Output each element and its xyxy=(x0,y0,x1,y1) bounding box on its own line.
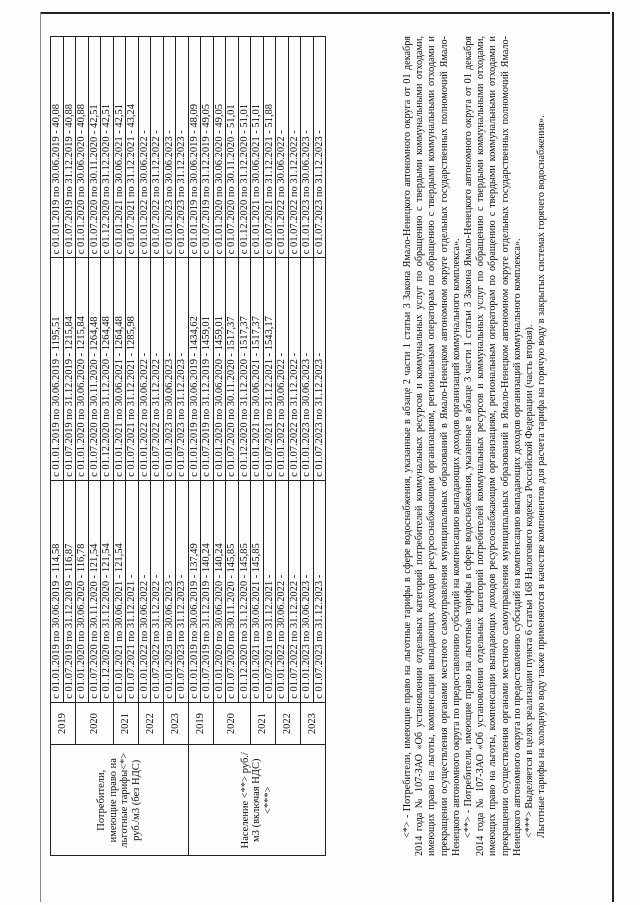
table-row xyxy=(301,37,314,856)
tariff-cell: с 01.01.2021 по 30.06.2021 - 145,85 xyxy=(251,480,264,702)
tariff-cell: с 01.07.2019 по 31.12.2019 - 1459,01 xyxy=(201,258,214,481)
tariff-cell: с 01.01.2023 по 30.06.2023 - xyxy=(163,37,176,258)
tariff-cell: с 01.01.2021 по 30.06.2021 - 42,51 xyxy=(113,37,126,258)
tariff-cell: с 01.07.2019 по 31.12.2019 - 49,05 xyxy=(201,37,214,258)
tariff-cell: с 01.01.2020 по 30.06.2020 - 1459,01 xyxy=(213,258,226,481)
rotated-content xyxy=(50,36,570,856)
tariff-cell: с 01.01.2019 по 30.06.2019 - 1434,62 xyxy=(188,258,201,481)
tariff-cell: с 01.07.2023 по 31.12.2023 - xyxy=(176,258,189,481)
tariff-cell: с 01.07.2019 по 31.12.2019 - 40,88 xyxy=(63,37,76,258)
tariff-cell: с 01.01.2021 по 30.06.2021 - 1517,37 xyxy=(251,258,264,481)
tariff-cell: с 01.07.2022 по 31.12.2022 - xyxy=(288,37,301,258)
tariff-cell: с 01.07.2020 по 30.11.2020 - 51,01 xyxy=(226,37,239,258)
tariff-cell: с 01.01.2022 по 30.06.2022 - xyxy=(276,480,289,702)
tariff-cell: с 01.07.2020 по 30.11.2020 - 121,54 xyxy=(88,480,101,702)
tariff-cell: с 01.07.2020 по 30.11.2020 - 42,51 xyxy=(88,37,101,258)
tariff-cell: с 01.07.2020 по 30.11.2020 - 1264,48 xyxy=(88,258,101,481)
tariff-cell: с 01.01.2021 по 30.06.2021 - 121,54 xyxy=(113,480,126,702)
tariff-cell: с 01.01.2022 по 30.06.2022 - xyxy=(276,258,289,481)
year-cell: 2023 xyxy=(163,702,188,745)
page-border-left xyxy=(40,12,41,902)
tariff-cell: с 01.07.2023 по 31.12.2023 - xyxy=(176,37,189,258)
tariff-cell: с 01.07.2021 по 31.12.2021 - xyxy=(126,480,139,702)
tariff-cell: с 01.01.2022 по 30.06.2022 - xyxy=(138,480,151,702)
tariff-cell: с 01.12.2020 по 31.12.2020 - 42,51 xyxy=(101,37,114,258)
tariff-cell: с 01.12.2020 по 31.12.2020 - 145,85 xyxy=(238,480,251,702)
tariff-cell: с 01.01.2020 по 30.06.2020 - 49,05 xyxy=(213,37,226,258)
tariff-cell: с 01.12.2020 по 31.12.2020 - 121,54 xyxy=(101,480,114,702)
page-border-top xyxy=(40,12,610,14)
tariff-cell: с 01.07.2019 по 31.12.2019 - 116,87 xyxy=(63,480,76,702)
tariff-cell: с 01.01.2023 по 30.06.2023 - xyxy=(301,258,314,481)
page-border-right xyxy=(612,12,614,902)
tariff-cell: с 01.07.2019 по 31.12.2019 - 1215,84 xyxy=(63,258,76,481)
tariff-cell: с 01.07.2022 по 31.12.2022 - xyxy=(151,37,164,258)
tariff-cell: с 01.01.2023 по 30.06.2023 - xyxy=(301,480,314,702)
tariff-cell: с 01.07.2023 по 31.12.2023 - xyxy=(313,37,326,258)
tariff-cell: с 01.07.2019 по 31.12.2019 - 140,24 xyxy=(201,480,214,702)
year-cell: 2023 xyxy=(301,702,326,745)
tariff-cell: с 01.01.2023 по 30.06.2023 - xyxy=(163,480,176,702)
tariff-cell: с 01.07.2022 по 31.12.2022 - xyxy=(288,258,301,481)
tariff-cell: с 01.07.2021 по 31.12.2021 - 51,88 xyxy=(263,37,276,258)
tariff-cell: с 01.12.2020 по 31.12.2020 - 51,01 xyxy=(238,37,251,258)
year-cell: 2019 xyxy=(51,702,76,745)
table-row xyxy=(276,37,289,856)
footnotes xyxy=(402,36,548,856)
tariff-cell: с 01.12.2020 по 31.12.2020 - 1264,48 xyxy=(101,258,114,481)
year-cell: 2020 xyxy=(76,702,114,745)
table-row xyxy=(163,37,176,856)
tariff-cell: с 01.07.2023 по 31.12.2023 - xyxy=(313,258,326,481)
tariff-cell: с 01.01.2023 по 30.06.2023 - xyxy=(301,37,314,258)
footnote-1: <*> - Потребители, имеющие право на льготные тарифы в сфере водоснабжения, указанные в абзаце 2 части 1 статьи 3 Закона Ямало-Ненецкого автономного округа от 01 декабря 2014 года № 107-ЗАО «Об установлении отдельных категорий потребителей коммунальных ресурсов и коммунальных услуг по обращению с твердыми коммунальными отходами, имеющих право на льготы, компенсации выпадающих доходов ресурсоснабжающим организациям, региональным операторам по обращению с твердыми коммунальными отходами и прекращении осуществления органами местного самоуправления муниципальных образований в Ямало-Ненецком автономном округе отдельных государственных полномочий Ямало-Ненецкого автономного округа по предоставлению субсидий на компенсацию выпадающих доходов организаций коммунального комплекса». xyxy=(402,36,462,856)
tariff-cell: с 01.01.2020 по 30.06.2020 - 1215,84 xyxy=(76,258,89,481)
tariff-cell: с 01.07.2020 по 30.11.2020 - 145,85 xyxy=(226,480,239,702)
tariff-cell: с 01.07.2020 по 30.11.2020 - 1517,37 xyxy=(226,258,239,481)
table-row xyxy=(138,37,151,856)
footnote-3: <***> Выделяется в целях реализации пункта 6 статьи 168 Налогового кодекса Российской Федерации (часть вторая). xyxy=(524,324,536,838)
tariff-cell: с 01.01.2019 по 30.06.2019 - 114,58 xyxy=(51,480,64,702)
category-cell: Потребители, имеющие право на льготные тарифы<*> руб./м3 (без НДС) xyxy=(51,745,189,856)
table-row xyxy=(251,37,264,856)
tariff-cell: с 01.01.2023 по 30.06.2023 - xyxy=(163,258,176,481)
tariff-cell: с 01.07.2023 по 31.12.2023 - xyxy=(313,480,326,702)
table-row xyxy=(113,37,126,856)
year-cell: 2020 xyxy=(213,702,251,745)
tariff-cell: с 01.07.2022 по 31.12.2022 - xyxy=(151,258,164,481)
table-row xyxy=(213,37,226,856)
tariff-cell: с 01.07.2021 по 31.12.2021 - xyxy=(263,480,276,702)
tariff-cell: с 01.01.2022 по 30.06.2022 - xyxy=(138,258,151,481)
year-cell: 2021 xyxy=(251,702,276,745)
year-cell: 2021 xyxy=(113,702,138,745)
tariff-cell: с 01.07.2021 по 31.12.2021 - 43,24 xyxy=(126,37,139,258)
category-cell: Население <**> руб./м3 (включая НДС) <***> xyxy=(188,745,326,856)
footnote-2: <**> - Потребители, имеющие право на льготные тарифы в сфере водоснабжения, указанные в абзаце 3 части 1 статьи 3 Закона Ямало-Ненецкого автономного округа от 01 декабря 2014 года № 107-ЗАО «Об установлении отдельных категорий потребителей коммунальных ресурсов и коммунальных услуг по обращению с твердыми коммунальными отходами, имеющих право на льготы, компенсации выпадающих доходов ресурсоснабжающим организациям, региональным операторам по обращению с твердыми коммунальными отходами и прекращении осуществления органами местного самоуправления муниципальных образований в Ямало-Ненецком автономном округе отдельных государственных полномочий Ямало-Ненецкого автономного округа по предоставлению субсидий на компенсацию выпадающих доходов организаций коммунального комплекса». xyxy=(463,36,523,856)
tariff-cell: с 01.01.2022 по 30.06.2022 - xyxy=(138,37,151,258)
tariff-cell: с 01.01.2019 по 30.06.2019 - 40,08 xyxy=(51,37,64,258)
tariff-cell: с 01.12.2020 по 31.12.2020 - 1517,37 xyxy=(238,258,251,481)
tariff-cell: с 01.07.2022 по 31.12.2022 - xyxy=(288,480,301,702)
year-cell: 2019 xyxy=(188,702,213,745)
tariff-cell: с 01.01.2019 по 30.06.2019 - 137,49 xyxy=(188,480,201,702)
tariff-cell: с 01.07.2022 по 31.12.2022 - xyxy=(151,480,164,702)
year-cell: 2022 xyxy=(138,702,163,745)
tariff-cell: с 01.01.2020 по 30.06.2020 - 140,24 xyxy=(213,480,226,702)
year-cell: 2022 xyxy=(276,702,301,745)
tariff-cell: с 01.01.2020 по 30.06.2020 - 40,88 xyxy=(76,37,89,258)
tariff-cell: с 01.07.2021 по 31.12.2021 - 1543,17 xyxy=(263,258,276,481)
tariff-cell: с 01.07.2021 по 31.12.2021 - 1285,98 xyxy=(126,258,139,481)
table-row xyxy=(76,37,89,856)
table-row xyxy=(51,37,64,856)
tariff-cell: с 01.01.2019 по 30.06.2019 - 1195,51 xyxy=(51,258,64,481)
tariff-cell: с 01.01.2022 по 30.06.2022 - xyxy=(276,37,289,258)
tariff-cell: с 01.01.2019 по 30.06.2019 - 48,09 xyxy=(188,37,201,258)
footnote-4: Льготные тарифы на холодную воду также применяются в качестве компонентов для расчета тарифа на горячую воду в закрытых системах горячего водоснабжения». xyxy=(536,115,548,838)
table-row xyxy=(188,37,201,856)
tariff-cell: с 01.01.2021 по 30.06.2021 - 51,01 xyxy=(251,37,264,258)
tariff-cell: с 01.01.2020 по 30.06.2020 - 116,78 xyxy=(76,480,89,702)
tariff-cell: с 01.07.2023 по 31.12.2023 - xyxy=(176,480,189,702)
tariff-table xyxy=(50,36,326,856)
tariff-cell: с 01.01.2021 по 30.06.2021 - 1264,48 xyxy=(113,258,126,481)
